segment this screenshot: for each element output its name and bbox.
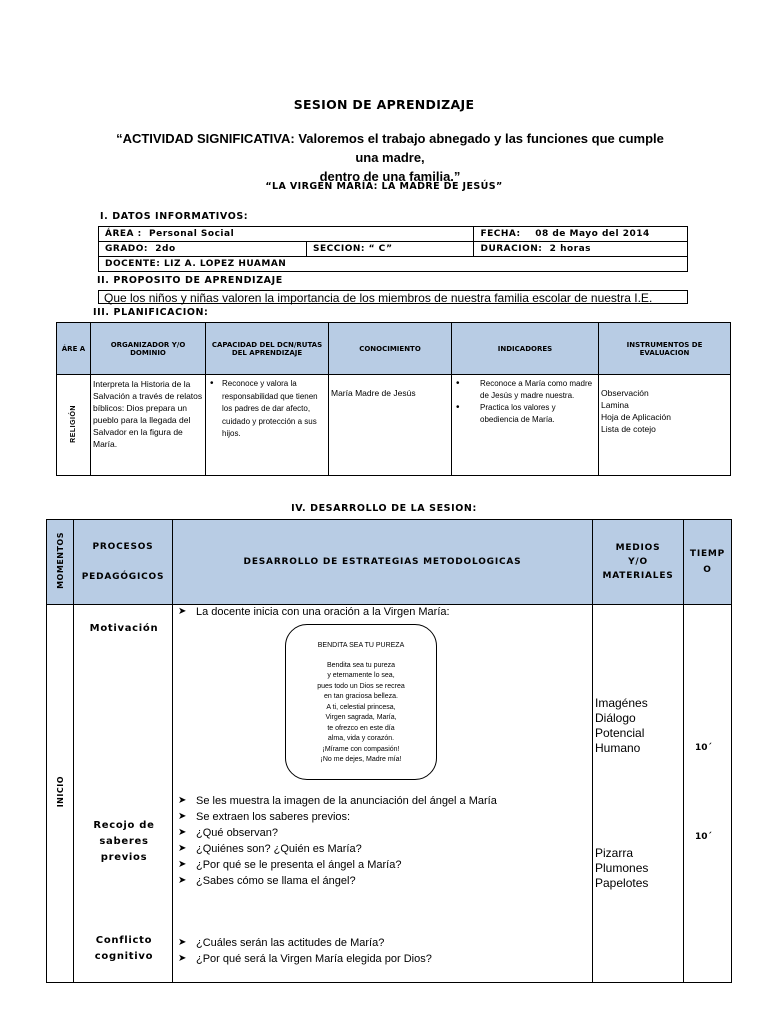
indicador-item: • Practica los valores y obediencia de María. [454,402,596,426]
materiales-group-2 [595,846,648,891]
duracion-cell: DURACION: 2 horas [474,242,688,257]
dev-header-estrategias: DESARROLLO DE ESTRATEGIAS METODOLOGICAS [173,520,593,605]
dev-header-momentos: MOMENTOS [47,520,74,605]
prayer-line: pues todo un Dios se recrea [317,682,405,690]
list-item: ➤ ¿Cuáles serán las actitudes de María? [174,935,584,951]
dev-header-tiempo: TIEMP O [684,520,732,605]
list-item: ➤ ¿Sabes cómo se llama el ángel? [174,873,584,889]
fecha-cell: FECHA: 08 de Mayo del 2014 [474,227,688,242]
docente-cell: DOCENTE: LIZ A. LOPEZ HUAMAN [99,257,688,272]
material-item: Papelotes [595,876,649,890]
prayer-line: Bendita sea tu pureza [326,661,396,669]
prayer-line: Virgen sagrada, María, [325,714,397,721]
tiempo-recojo: 10´ [695,832,713,842]
materiales-group-1 [595,696,648,756]
datos-table [98,226,688,272]
plan-conocimiento-cell: María Madre de Jesús [329,375,452,476]
plan-header-indicadores: INDICADORES [452,323,599,375]
seccion-cell: SECCION: “ C” [307,242,474,257]
activity-subtitle: “ACTIVIDAD SIGNIFICATIVA: Valoremos el trabajo abnegado y las funciones que cumple una madre, dentro de una familia.” [116,131,664,184]
material-item: Humano [595,741,641,755]
list-item: ➤ ¿Quiénes son? ¿Quién es María? [174,841,584,857]
prayer-line: te ofrezco en este día [327,724,395,732]
recojo-list [174,793,584,889]
plan-instrumentos-cell [599,375,731,476]
momento-inicio-label: INICIO [55,775,65,808]
material-item: Potencial [595,726,645,740]
tiempo-motivacion: 10´ [695,743,713,753]
plan-header-organizador: ORGANIZADOR Y/O DOMINIO [91,323,206,375]
tiempo-cell [684,605,732,983]
section-desarrollo-heading: IV. DESARROLLO DE LA SESION: [291,503,477,514]
plan-header-instrumentos: INSTRUMENTOS DE EVALUACION [599,323,731,375]
material-item: Pizarra [595,846,634,860]
section-datos-heading: I. DATOS INFORMATIVOS: [100,211,249,222]
proposito-text: Que los niños y niñas valoren la importancia de los miembros de nuestra familia escolar de nuestra I.E. [98,290,688,304]
plan-indicadores-cell [452,375,599,476]
material-item: Imagénes [595,696,648,710]
dev-header-procesos: PROCESOS PEDAGÓGICOS [74,520,173,605]
plan-header-capacidad: CAPACIDAD DEL DCN/RUTAS DEL APRENDIZAJE [206,323,329,375]
section-proposito-heading: II. PROPOSITO DE APRENDIZAJE [97,275,283,286]
instrumento-item: Hoja de Aplicación [601,412,671,422]
list-item: ➤ ¿Qué observan? [174,825,584,841]
dev-header-medios: MEDIOS Y/O MATERIALES [593,520,684,605]
section-planificacion-heading: III. PLANIFICACION: [93,307,209,318]
conflicto-list [174,935,584,967]
proceso-motivacion: Motivación [89,623,159,634]
materiales-cell [593,605,684,983]
prayer-title: BENDITA SEA TU PUREZA [317,642,405,649]
plan-header-conocimiento: CONOCIMIENTO [329,323,452,375]
plan-area-cell [57,375,91,476]
list-item: ➤ ¿Por qué será la Virgen María elegida por Dios? [174,951,584,967]
momento-inicio-cell [47,605,74,983]
material-item: Diálogo [595,711,636,725]
page-title: SESION DE APRENDIZAJE [293,97,475,112]
prayer-box [285,624,437,780]
grado-cell: GRADO: 2do [99,242,307,257]
indicador-item: • Reconoce a María como madre de Jesús y madre nuestra. [454,378,596,402]
instrumento-item: Observación [601,388,649,398]
session-topic: “LA VIRGEN MARÍA: LA MADRE DE JESÚS” [265,181,503,192]
plan-capacidad-cell: • Reconoce y valora la responsabilidad que tienen los padres de dar afecto, cuidado y protección a sus hijos. [206,375,329,476]
instrumento-item: Lista de cotejo [601,424,656,434]
instrumento-item: Lamina [601,400,629,410]
area-cell: ÁREA : Personal Social [99,227,474,242]
prayer-line: alma, vida y corazón. [327,735,395,742]
proceso-recojo-saberes: Recojo de saberes previos [93,820,155,863]
prayer-line: ¡Mírame con compasión! [322,745,400,753]
list-item: ➤ Se extraen los saberes previos: [174,809,584,825]
planificacion-table [56,322,731,476]
prayer-line: A ti, celestial princesa, [326,703,396,711]
prayer-line: ¡No me dejes, Madre mía! [320,756,402,763]
material-item: Plumones [595,861,649,875]
plan-header-area: ÁRE A [57,323,91,375]
plan-organizador-cell: Interpreta la Historia de la Salvación a través de relatos bíblicos: Dios prepara un pueblo para la llegada del Salvador en la figura de María. [91,375,206,476]
list-item: ➤ La docente inicia con una oración a la Virgen María: [174,604,584,620]
prayer-line: y eternamente lo sea, [327,672,395,679]
list-item: ➤ ¿Por qué se le presenta el ángel a María? [174,857,584,873]
prayer-line: en tan graciosa belleza. [324,693,398,700]
area-religion-label: RELIGIÓN [69,404,77,443]
motivacion-list [174,604,584,620]
list-item: ➤ Se les muestra la imagen de la anunciación del ángel a María [174,793,584,809]
procesos-cell [74,605,173,983]
proceso-conflicto-cognitivo: Conflicto cognitivo [94,935,154,962]
